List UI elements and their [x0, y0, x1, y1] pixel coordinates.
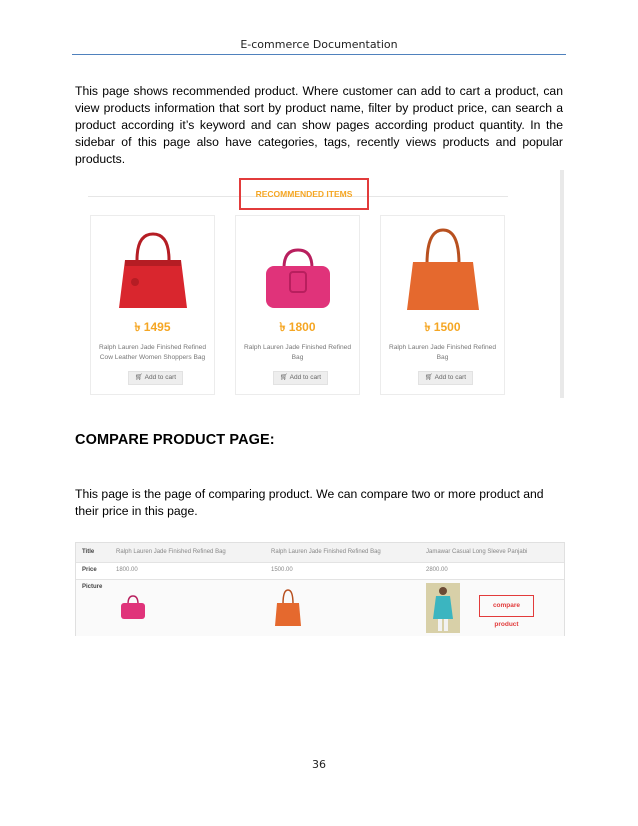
recommended-title: RECOMMENDED ITEMS [255, 189, 353, 199]
product-card[interactable] [90, 215, 215, 395]
product-card[interactable] [380, 215, 505, 395]
title-label: Title [82, 549, 95, 555]
add-to-cart-button[interactable] [418, 371, 473, 385]
product-image-orange-bag [381, 224, 504, 316]
price-label: Price [82, 567, 97, 573]
intro-paragraph: This page shows recommended product. Where customer can add to cart a product, can view products information that sort by product name, filter by product price, can search a product according it’s keyword and can show pages according product quantity. In the sidebar of this page also have categories, tags, recently views products and popular products. [75, 84, 563, 166]
compare-product-button[interactable]: compare product [479, 595, 534, 617]
product-card[interactable] [235, 215, 360, 395]
price-cell: 1500.00 [271, 567, 293, 573]
picture-label: Picture [82, 584, 103, 590]
title-cell: Jamawar Casual Long Sleeve Panjabi [426, 549, 528, 555]
compare-section-heading: COMPARE PRODUCT PAGE: [75, 432, 275, 448]
add-to-cart-label: Add to cart [144, 374, 177, 381]
document-header: E-commerce Documentation [240, 38, 398, 51]
compare-paragraph: This page is the page of comparing product. We can compare two or more product and their price in this page. [75, 487, 544, 518]
compare-table-screenshot [75, 542, 565, 636]
product-name[interactable]: Ralph Lauren Jade Finished Refined Bag [388, 344, 497, 361]
product-price: ৳ 1500 [424, 320, 461, 334]
recommended-title-highlight [239, 178, 369, 210]
recommended-items-screenshot [88, 170, 564, 398]
add-to-cart-button[interactable] [128, 371, 183, 385]
title-row [76, 543, 564, 563]
title-cell: Ralph Lauren Jade Finished Refined Bag [116, 549, 226, 555]
page-number: 36 [312, 758, 326, 771]
product-name[interactable]: Ralph Lauren Jade Finished Refined Bag [243, 344, 352, 361]
product-price: ৳ 1495 [134, 320, 171, 334]
cart-icon: 🛒︎ [279, 374, 290, 381]
compare-image-pink-bag [116, 586, 150, 626]
compare-image-orange-bag [271, 586, 305, 630]
add-to-cart-label: Add to cart [289, 374, 322, 381]
cart-icon: 🛒︎ [134, 374, 145, 381]
cart-icon: 🛒︎ [424, 374, 435, 381]
product-price: ৳ 1800 [279, 320, 316, 334]
add-to-cart-button[interactable] [273, 371, 328, 385]
product-image-red-bag [91, 224, 214, 316]
add-to-cart-label: Add to cart [434, 374, 467, 381]
price-row [76, 563, 564, 580]
price-cell: 1800.00 [116, 567, 138, 573]
header-divider [72, 54, 566, 55]
product-name[interactable]: Ralph Lauren Jade Finished Refined Cow Leather Women Shoppers Bag [98, 344, 207, 361]
compare-image-panjabi [426, 583, 460, 633]
price-cell: 2800.00 [426, 567, 448, 573]
title-cell: Ralph Lauren Jade Finished Refined Bag [271, 549, 381, 555]
scrollbar [560, 170, 564, 398]
product-image-pink-bag [236, 224, 359, 316]
